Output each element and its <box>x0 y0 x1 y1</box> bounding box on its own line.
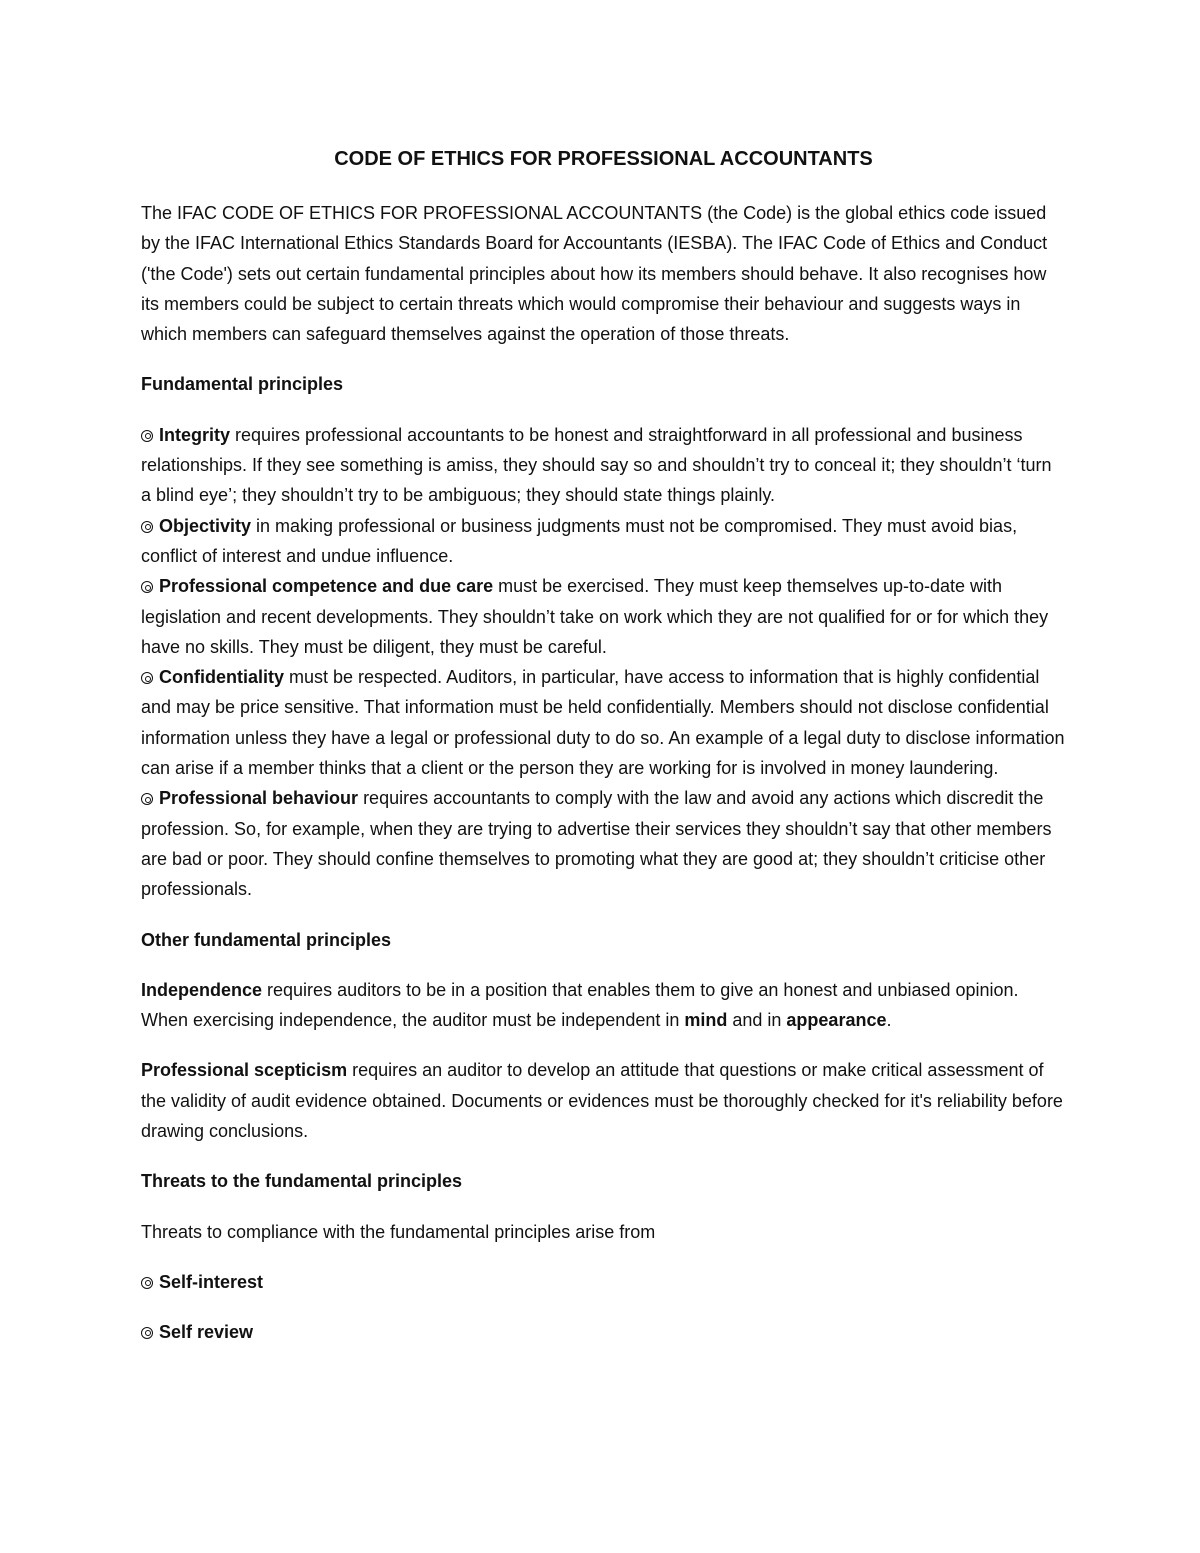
bullet-icon <box>141 581 153 593</box>
item-text: requires accountants to comply with the law and avoid any actions which discredit the profession. So, for example, when they are trying to advertise their services they shouldn’t say that other members are bad or poor. They should confine themselves to promoting what they are good at; they shouldn’t criticise other professionals. <box>141 788 1052 900</box>
term-confidentiality: Confidentiality <box>159 667 284 688</box>
item-text: requires professional accountants to be honest and straightforward in all professional and business relationships. If they see something is amiss, they should say so and shouldn’t try to conceal it; they shouldn’t ‘turn a blind eye’; they shouldn’t try to be ambiguous; they should state things plainly. <box>141 424 1052 506</box>
section-heading-fundamental: Fundamental principles <box>141 374 344 395</box>
bullet-icon <box>141 793 153 805</box>
bullet-icon <box>141 521 153 533</box>
independence-paragraph <box>141 975 1066 1036</box>
paragraph-text: requires auditors to be in a position that enables them to give an honest and unbiased opinion. When exercising independence, the auditor must be independent in <box>141 979 1019 1031</box>
list-item <box>141 783 1066 904</box>
list-item <box>141 571 1066 662</box>
paragraph-text: requires an auditor to develop an attitude that questions or make critical assessment of the validity of audit evidence obtained. Documents or evidences must be thoroughly checked for it's reliability before drawing conclusions. <box>141 1060 1063 1142</box>
term-competence: Professional competence and due care <box>159 576 494 597</box>
document-content <box>141 144 1066 1367</box>
threats-intro: Threats to compliance with the fundamental principles arise from <box>141 1221 656 1242</box>
item-text: must be exercised. They must keep themselves up-to-date with legislation and recent developments. They shouldn’t take on work which they are not qualified for or for which they have no skills. They must be diligent, they must be careful. <box>141 576 1049 657</box>
paragraph-text: and in <box>727 1010 787 1031</box>
bullet-icon <box>141 430 153 442</box>
term-mind: mind <box>684 1010 728 1031</box>
list-item <box>141 420 1066 511</box>
intro-paragraph: The IFAC CODE OF ETHICS FOR PROFESSIONAL ACCOUNTANTS (the Code) is the global ethics code issued by the IFAC International Ethics Standards Board for Accountants (IESBA). The IFAC Code of Ethics and Conduct ('the Code') sets out certain fundamental principles about how its members should behave. It also recognises how its members could be subject to certain threats which would compromise their behaviour and suggests ways in which members can safeguard themselves against the operation of those threats. <box>141 203 1048 345</box>
bullet-icon <box>141 1327 153 1339</box>
bullet-icon <box>141 672 153 684</box>
section-heading-threats: Threats to the fundamental principles <box>141 1171 463 1192</box>
threat-label: Self review <box>159 1321 254 1342</box>
scepticism-paragraph <box>141 1055 1066 1146</box>
term-scepticism: Professional scepticism <box>141 1060 348 1081</box>
item-text: must be respected. Auditors, in particular, have access to information that is highly confidential and may be price sensitive. That information must be held confidentially. Members should not disclose confidential information unless they have a legal or professional duty to do so. An example of a legal duty to disclose information can arise if a member thinks that a client or the person they are working for is involved in money laundering. <box>141 667 1065 779</box>
section-heading-other: Other fundamental principles <box>141 929 392 950</box>
term-appearance: appearance <box>786 1010 887 1031</box>
term-independence: Independence <box>141 979 263 1000</box>
term-objectivity: Objectivity <box>159 515 252 536</box>
list-item <box>141 511 1066 572</box>
paragraph-text: . <box>886 1010 892 1031</box>
threat-item <box>141 1267 1066 1297</box>
threat-label: Self-interest <box>159 1271 264 1292</box>
page-title: CODE OF ETHICS FOR PROFESSIONAL ACCOUNTANTS <box>334 148 873 170</box>
fundamental-list <box>141 420 1066 905</box>
list-item <box>141 662 1066 783</box>
term-behaviour: Professional behaviour <box>159 788 359 809</box>
bullet-icon <box>141 1277 153 1289</box>
item-text: in making professional or business judgments must not be compromised. They must avoid bias, conflict of interest and undue influence. <box>141 515 1018 566</box>
threat-item <box>141 1317 1066 1347</box>
term-integrity: Integrity <box>159 424 231 445</box>
